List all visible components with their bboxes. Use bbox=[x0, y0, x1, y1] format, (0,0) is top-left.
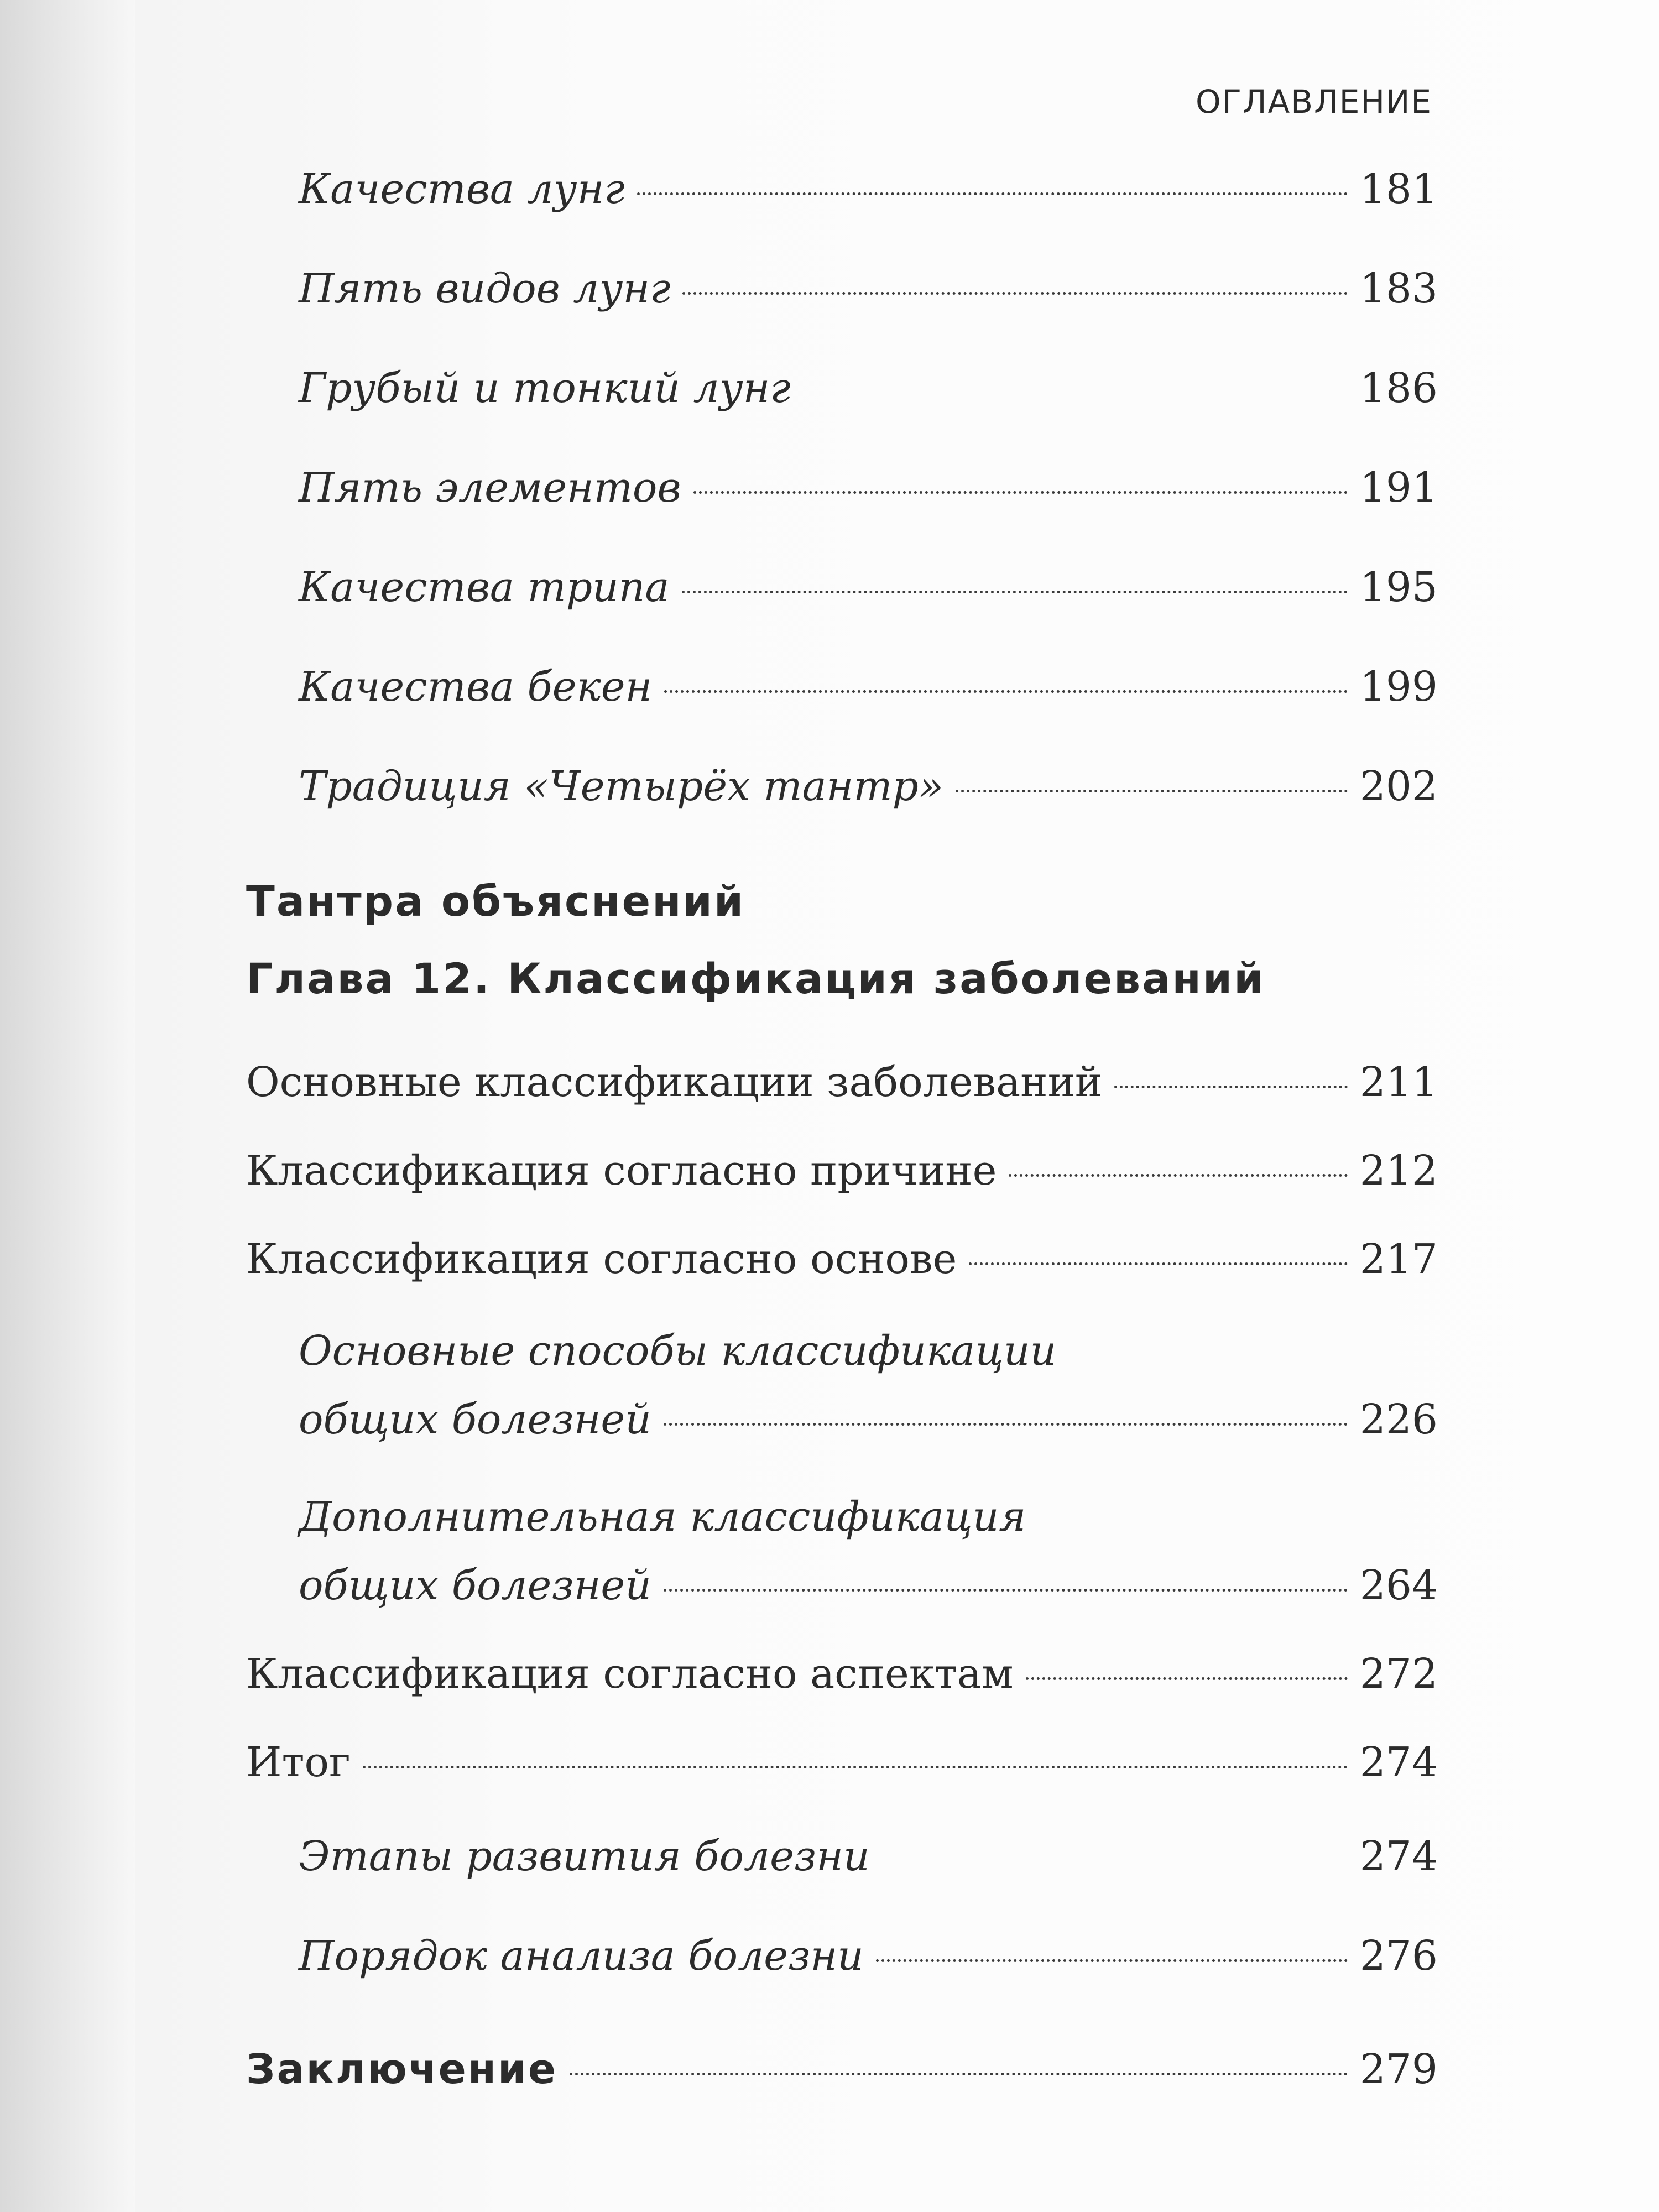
toc-entry bbox=[299, 564, 1438, 611]
leader-dots bbox=[570, 2073, 1348, 2075]
toc-entry bbox=[299, 1933, 1438, 1980]
toc-entry-label: Классификация согласно основе bbox=[246, 1235, 957, 1283]
toc-entry bbox=[299, 365, 1438, 412]
leader-dots bbox=[1114, 1086, 1347, 1088]
leader-dots bbox=[363, 1766, 1348, 1768]
toc-entry-label: Этапы развития болезни bbox=[299, 1833, 870, 1880]
toc-entry-page: 264 bbox=[1359, 1562, 1438, 1609]
toc-entry bbox=[246, 1651, 1438, 1698]
toc-entry bbox=[246, 1059, 1438, 1106]
leader-dots bbox=[664, 1589, 1348, 1592]
chapter-title: Глава 12. Классификация заболеваний bbox=[246, 954, 1265, 1003]
toc-entry-label: Порядок анализа болезни bbox=[299, 1932, 864, 1980]
toc-entry-page: 274 bbox=[1359, 1833, 1438, 1880]
toc-entry bbox=[299, 465, 1438, 512]
toc-entry-label: Традиция «Четырёх тантр» bbox=[299, 763, 944, 810]
toc-entry-label: Грубый и тонкий лунг bbox=[299, 364, 791, 412]
toc-entry-page: 186 bbox=[1359, 364, 1438, 412]
toc-entry-conclusion bbox=[246, 2046, 1438, 2093]
leader-dots bbox=[682, 292, 1347, 295]
toc-entry-label: Качества трипа bbox=[299, 564, 670, 611]
leader-dots bbox=[882, 1860, 1348, 1863]
toc-entry bbox=[299, 1396, 1438, 1443]
toc-entry-label: Качества бекен bbox=[299, 663, 653, 711]
toc-entry bbox=[299, 1833, 1438, 1880]
toc-entry-page: 272 bbox=[1359, 1650, 1438, 1698]
toc-entry-page: 217 bbox=[1359, 1235, 1438, 1283]
leader-dots bbox=[1009, 1174, 1347, 1177]
toc-entry-label: Пять элементов bbox=[299, 464, 681, 512]
toc-entry-page: 183 bbox=[1359, 265, 1438, 312]
toc-entry-label-line2: общих болезней bbox=[299, 1562, 651, 1609]
toc-entry bbox=[299, 763, 1438, 810]
toc-entry-page: 212 bbox=[1359, 1147, 1438, 1194]
toc-entry-page: 211 bbox=[1359, 1058, 1438, 1106]
leader-dots bbox=[682, 591, 1348, 593]
toc-entry-label-line1: Основные способы классификации bbox=[299, 1327, 1057, 1375]
leader-dots bbox=[664, 1423, 1348, 1426]
conclusion-label: Заключение bbox=[246, 2046, 558, 2093]
toc-entry-page: 199 bbox=[1359, 663, 1438, 711]
leader-dots bbox=[803, 392, 1348, 394]
toc-entry-label: Пять видов лунг bbox=[299, 265, 671, 312]
conclusion-page: 279 bbox=[1359, 2046, 1438, 2093]
toc-entry bbox=[299, 664, 1438, 711]
toc-entry-page: 181 bbox=[1359, 165, 1438, 213]
leader-dots bbox=[693, 491, 1348, 494]
toc-entry bbox=[299, 265, 1438, 312]
section-title-tantra: Тантра объяснений bbox=[246, 877, 745, 926]
toc-entry bbox=[299, 1562, 1438, 1609]
toc-entry-page: 276 bbox=[1359, 1932, 1438, 1980]
leader-dots bbox=[1026, 1677, 1348, 1680]
toc-entry bbox=[246, 1236, 1438, 1283]
toc-entry-label-line2: общих болезней bbox=[299, 1396, 651, 1443]
toc-entry-label: Качества лунг bbox=[299, 165, 625, 213]
running-head: ОГЛАВЛЕНИЕ bbox=[1195, 83, 1432, 121]
scan-margin bbox=[0, 0, 135, 2212]
toc-entry-label: Классификация согласно причине bbox=[246, 1147, 997, 1194]
toc-entry-page: 274 bbox=[1359, 1739, 1438, 1786]
toc-entry-page: 226 bbox=[1359, 1396, 1438, 1443]
toc-entry-page: 202 bbox=[1359, 763, 1438, 810]
leader-dots bbox=[969, 1262, 1347, 1265]
leader-dots bbox=[876, 1959, 1348, 1962]
toc-entry bbox=[299, 166, 1438, 213]
toc-entry-label: Итог bbox=[246, 1739, 351, 1786]
leader-dots bbox=[637, 192, 1348, 195]
toc-entry-label-line1: Дополнительная классификация bbox=[299, 1493, 1026, 1541]
toc-entry bbox=[246, 1739, 1438, 1786]
toc-entry-label: Основные классификации заболеваний bbox=[246, 1058, 1103, 1106]
toc-entry-label: Классификация согласно аспектам bbox=[246, 1650, 1014, 1698]
leader-dots bbox=[664, 690, 1348, 693]
toc-entry-page: 195 bbox=[1359, 564, 1438, 611]
leader-dots bbox=[956, 790, 1348, 792]
toc-entry bbox=[246, 1147, 1438, 1194]
toc-entry-page: 191 bbox=[1359, 464, 1438, 512]
